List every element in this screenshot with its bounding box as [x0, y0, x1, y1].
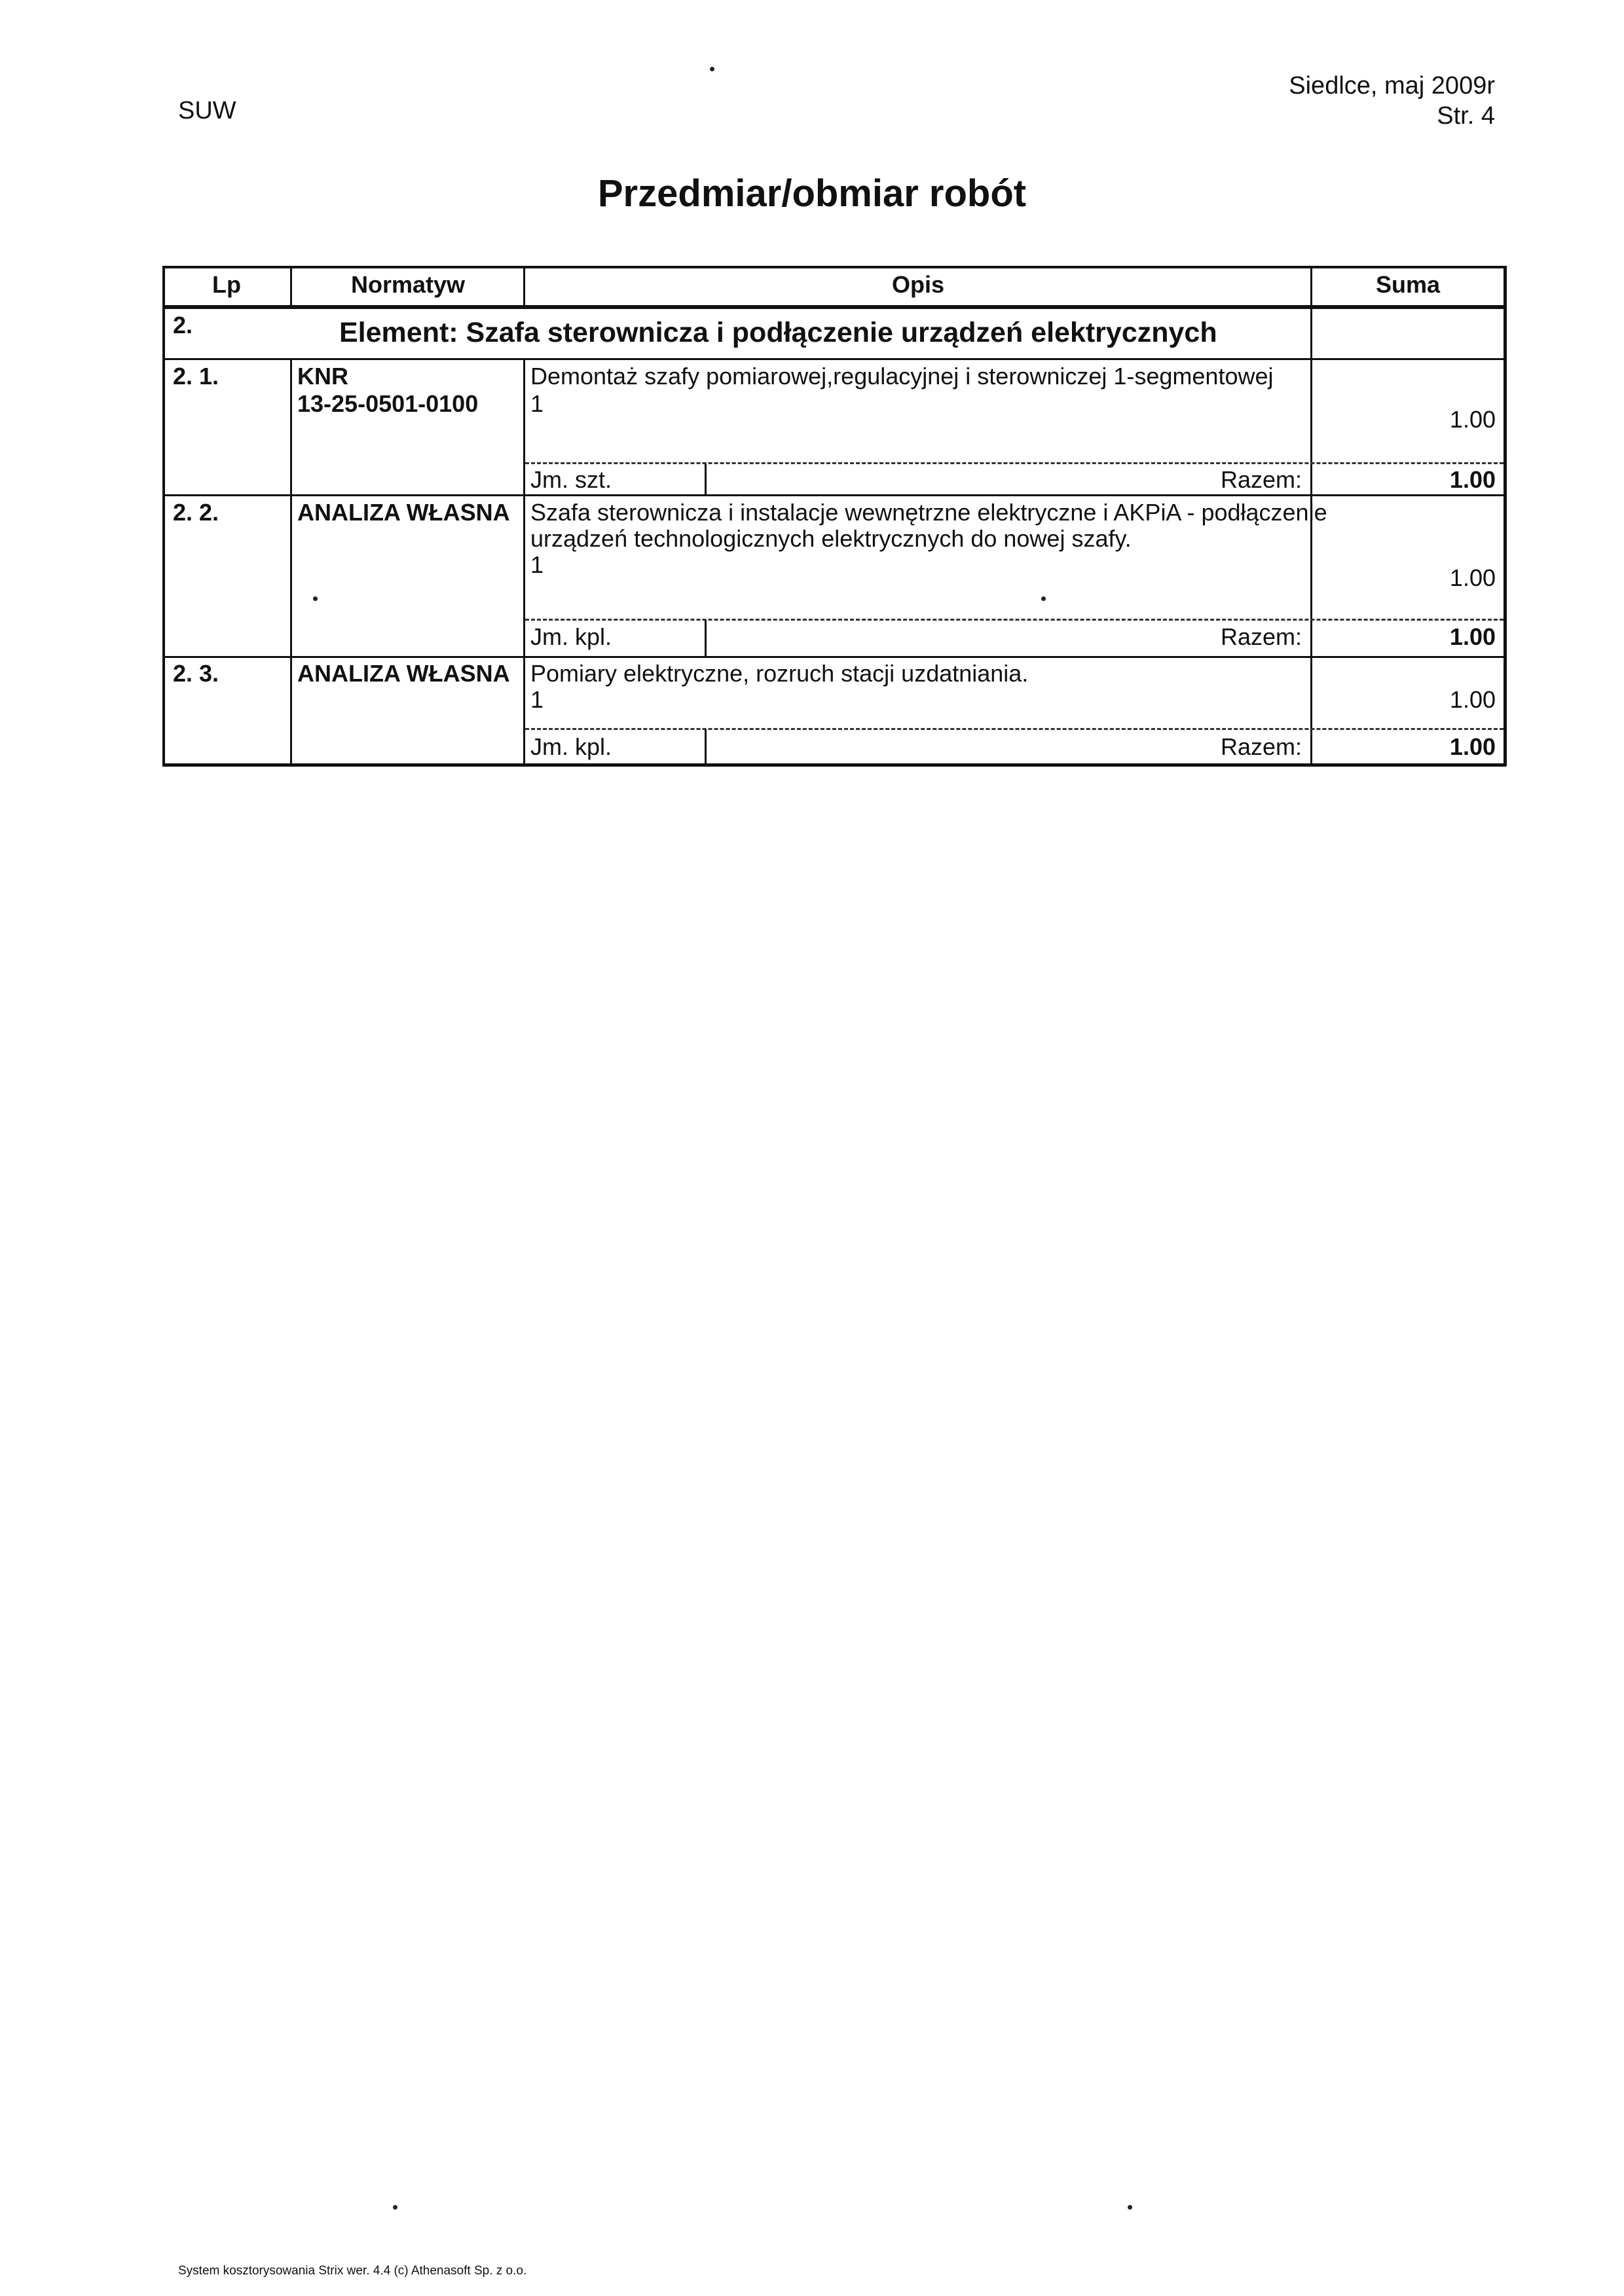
item-lp: 2. 2. — [173, 499, 219, 526]
item-normatyw-code: 13-25-0501-0100 — [297, 390, 479, 417]
page-title: Przedmiar/obmiar robót — [597, 172, 1027, 215]
scan-speck — [1041, 596, 1046, 601]
razem-label: Razem: — [1220, 466, 1302, 493]
razem-value: 1.00 — [1449, 733, 1496, 760]
item-unit: Jm. kpl. — [530, 733, 612, 760]
element-title: Element: Szafa sterownicza i podłączenie urządzeń elektrycznych — [339, 317, 1217, 348]
works-table — [162, 266, 1506, 766]
scan-speck — [1128, 2205, 1132, 2210]
razem-value: 1.00 — [1449, 623, 1496, 650]
scan-speck — [393, 2205, 397, 2210]
razem-value: 1.00 — [1449, 466, 1496, 493]
column-header-opis: Opis — [891, 271, 944, 298]
company-name: SUW — [178, 97, 236, 124]
item-description: Szafa sterownicza i instalacje wewnętrzne elektryczne i AKPiA - podłączenie — [530, 499, 1327, 526]
scan-speck — [313, 596, 318, 601]
razem-label: Razem: — [1220, 733, 1302, 760]
header-right — [1289, 71, 1495, 131]
item-formula: 1 — [530, 551, 544, 578]
item-description: Pomiary elektryczne, rozruch stacji uzdatniania. — [530, 660, 1029, 687]
element-lp: 2. — [173, 312, 193, 338]
column-header-suma: Suma — [1375, 271, 1441, 298]
scan-speck — [710, 67, 714, 71]
item-lp: 2. 1. — [173, 363, 219, 390]
item-normatyw: ANALIZA WŁASNA — [297, 499, 510, 526]
column-header-lp: Lp — [212, 271, 241, 298]
item-normatyw: KNR — [297, 363, 348, 390]
place-date: Siedlce, maj 2009r — [1289, 72, 1495, 100]
item-lp: 2. 3. — [173, 660, 219, 687]
item-normatyw: ANALIZA WŁASNA — [297, 660, 510, 687]
item-description-line2: urządzeń technologicznych elektrycznych do nowej szafy. — [530, 525, 1132, 552]
item-unit: Jm. kpl. — [530, 623, 612, 650]
item-formula: 1 — [530, 686, 544, 713]
item-unit: Jm. szt. — [530, 466, 612, 493]
column-header-normatyw: Normatyw — [350, 271, 466, 298]
item-value: 1.00 — [1449, 564, 1496, 591]
razem-label: Razem: — [1220, 623, 1302, 650]
page-number: Str. 4 — [1437, 102, 1495, 130]
item-description: Demontaż szafy pomiarowej,regulacyjnej i sterowniczej 1-segmentowej — [530, 363, 1274, 390]
footer-text: System kosztorysowania Strix wer. 4.4 (c) Athenasoft Sp. z o.o. — [178, 2264, 527, 2278]
item-value: 1.00 — [1449, 686, 1496, 713]
item-formula: 1 — [530, 390, 544, 417]
item-value: 1.00 — [1449, 406, 1496, 433]
